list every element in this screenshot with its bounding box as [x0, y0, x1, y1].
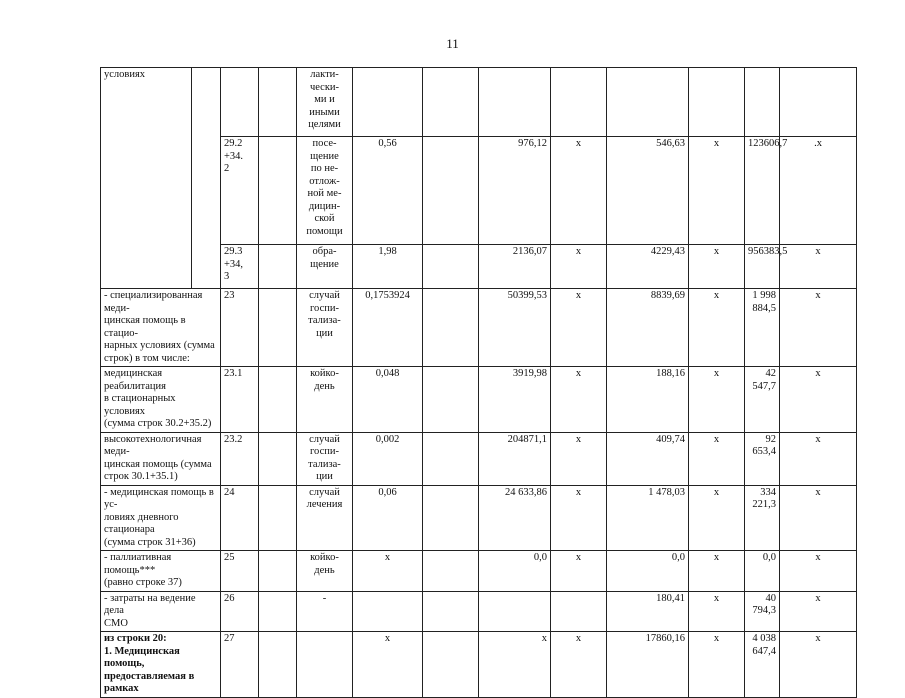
- value-cell: 0,048: [353, 367, 423, 433]
- value-cell: х: [780, 289, 857, 367]
- value-cell: 0,1753924: [353, 289, 423, 367]
- value-cell: [551, 591, 607, 632]
- value-cell: х: [689, 551, 745, 592]
- unit-cell: койко- день: [297, 551, 353, 592]
- value-cell: 956383,5: [745, 245, 780, 289]
- value-cell: 204871,1: [479, 432, 551, 485]
- value-cell: 0,06: [353, 485, 423, 551]
- line-number-cell: 23: [221, 289, 259, 367]
- value-cell: 0,0: [479, 551, 551, 592]
- value-cell: х: [780, 432, 857, 485]
- value-cell: 334 221,3: [745, 485, 780, 551]
- value-cell: [353, 591, 423, 632]
- unit-cell: [297, 632, 353, 698]
- unit-cell: случай лечения: [297, 485, 353, 551]
- value-cell: [423, 289, 479, 367]
- value-cell: х: [689, 289, 745, 367]
- value-cell: х: [689, 245, 745, 289]
- value-cell: 8839,69: [607, 289, 689, 367]
- line-number-cell: 26: [221, 591, 259, 632]
- unit-cell: случай госпи- тализа- ции: [297, 289, 353, 367]
- value-cell: 0,002: [353, 432, 423, 485]
- row-name-cell: из строки 20: 1. Медицинская помощь, предоставляемая в рамках: [101, 632, 221, 698]
- unit-cell: обра- щение: [297, 245, 353, 289]
- empty-cell: [259, 632, 297, 698]
- value-cell: х: [551, 367, 607, 433]
- value-cell: [607, 68, 689, 137]
- value-cell: х: [780, 367, 857, 433]
- value-cell: х: [689, 137, 745, 245]
- value-cell: х: [780, 591, 857, 632]
- value-cell: 42 547,7: [745, 367, 780, 433]
- value-cell: 2136,07: [479, 245, 551, 289]
- line-number-cell: 23.1: [221, 367, 259, 433]
- value-cell: х: [689, 485, 745, 551]
- value-cell: 40 794,3: [745, 591, 780, 632]
- line-number-cell: 29.3 +34, 3: [221, 245, 259, 289]
- value-cell: 4 038 647,4: [745, 632, 780, 698]
- value-cell: .х: [780, 137, 857, 245]
- line-number-cell: 27: [221, 632, 259, 698]
- row-name-cell: - медицинская помощь в ус- ловиях дневного стационара (сумма строк 31+36): [101, 485, 221, 551]
- value-cell: х: [551, 632, 607, 698]
- table-row: [101, 68, 857, 137]
- line-number-cell: 23.2: [221, 432, 259, 485]
- value-cell: 180,41: [607, 591, 689, 632]
- empty-cell: [259, 591, 297, 632]
- value-cell: х: [551, 485, 607, 551]
- value-cell: [423, 591, 479, 632]
- value-cell: [479, 68, 551, 137]
- row-name-cell: условиях: [101, 68, 192, 289]
- value-cell: 1 998 884,5: [745, 289, 780, 367]
- value-cell: х: [353, 551, 423, 592]
- empty-cell: [259, 432, 297, 485]
- value-cell: [423, 245, 479, 289]
- value-cell: [551, 68, 607, 137]
- value-cell: х: [780, 632, 857, 698]
- value-cell: [423, 551, 479, 592]
- value-cell: х: [551, 551, 607, 592]
- empty-cell: [259, 485, 297, 551]
- row-name-cell: - затраты на ведение дела СМО: [101, 591, 221, 632]
- table-row: [101, 591, 857, 632]
- value-cell: [479, 591, 551, 632]
- value-cell: х: [353, 632, 423, 698]
- value-cell: 0,56: [353, 137, 423, 245]
- value-cell: х: [780, 245, 857, 289]
- line-number-cell: 24: [221, 485, 259, 551]
- line-number-cell: 25: [221, 551, 259, 592]
- value-cell: х: [689, 591, 745, 632]
- unit-cell: лакти- чески- ми и иными целями: [297, 68, 353, 137]
- table-row: [101, 432, 857, 485]
- unit-cell: койко- день: [297, 367, 353, 433]
- empty-cell: [259, 551, 297, 592]
- value-cell: 546,63: [607, 137, 689, 245]
- value-cell: 123606,7: [745, 137, 780, 245]
- value-cell: [423, 367, 479, 433]
- empty-cell: [259, 137, 297, 245]
- value-cell: х: [689, 367, 745, 433]
- value-cell: х: [780, 485, 857, 551]
- value-cell: х: [780, 551, 857, 592]
- value-cell: х: [551, 137, 607, 245]
- row-name-cell: высокотехнологичная меди- цинская помощь (сумма строк 30.1+35.1): [101, 432, 221, 485]
- value-cell: 24 633,86: [479, 485, 551, 551]
- page-number: 11: [446, 36, 459, 51]
- value-cell: [689, 68, 745, 137]
- unit-cell: -: [297, 591, 353, 632]
- empty-cell: [259, 245, 297, 289]
- value-cell: 976,12: [479, 137, 551, 245]
- value-cell: [745, 68, 780, 137]
- empty-cell: [259, 68, 297, 137]
- table-row: [101, 632, 857, 698]
- value-cell: 3919,98: [479, 367, 551, 433]
- value-cell: [423, 68, 479, 137]
- table-row: [101, 485, 857, 551]
- value-cell: 50399,53: [479, 289, 551, 367]
- value-cell: 4229,43: [607, 245, 689, 289]
- value-cell: [423, 432, 479, 485]
- row-name-cell: - паллиативная помощь*** (равно строке 37): [101, 551, 221, 592]
- table-row: [101, 367, 857, 433]
- row-name-cell: медицинская реабилитация в стационарных условиях (сумма строк 30.2+35.2): [101, 367, 221, 433]
- value-cell: х: [479, 632, 551, 698]
- value-cell: х: [689, 632, 745, 698]
- empty-cell: [259, 289, 297, 367]
- value-cell: 1 478,03: [607, 485, 689, 551]
- value-cell: 409,74: [607, 432, 689, 485]
- value-cell: 188,16: [607, 367, 689, 433]
- value-cell: х: [551, 432, 607, 485]
- data-table: [100, 67, 857, 698]
- value-cell: 92 653,4: [745, 432, 780, 485]
- value-cell: х: [551, 245, 607, 289]
- value-cell: [423, 485, 479, 551]
- value-cell: [780, 68, 857, 137]
- value-cell: 17860,16: [607, 632, 689, 698]
- value-cell: 0,0: [745, 551, 780, 592]
- value-cell: 1,98: [353, 245, 423, 289]
- subgroup-cell: [192, 68, 221, 289]
- line-number-cell: 29.2 +34. 2: [221, 137, 259, 245]
- value-cell: [353, 68, 423, 137]
- unit-cell: случай госпи- тализа- ции: [297, 432, 353, 485]
- value-cell: х: [551, 289, 607, 367]
- row-name-cell: - специализированная меди- цинская помощь в стацио- нарных условиях (сумма строк) в том числе:: [101, 289, 221, 367]
- empty-cell: [259, 367, 297, 433]
- value-cell: х: [689, 432, 745, 485]
- table-row: [101, 289, 857, 367]
- value-cell: 0,0: [607, 551, 689, 592]
- value-cell: [423, 632, 479, 698]
- value-cell: [423, 137, 479, 245]
- line-number-cell: [221, 68, 259, 137]
- table-row: [101, 551, 857, 592]
- unit-cell: посе- щение по не- отлож- ной ме- дицин- ской помощи: [297, 137, 353, 245]
